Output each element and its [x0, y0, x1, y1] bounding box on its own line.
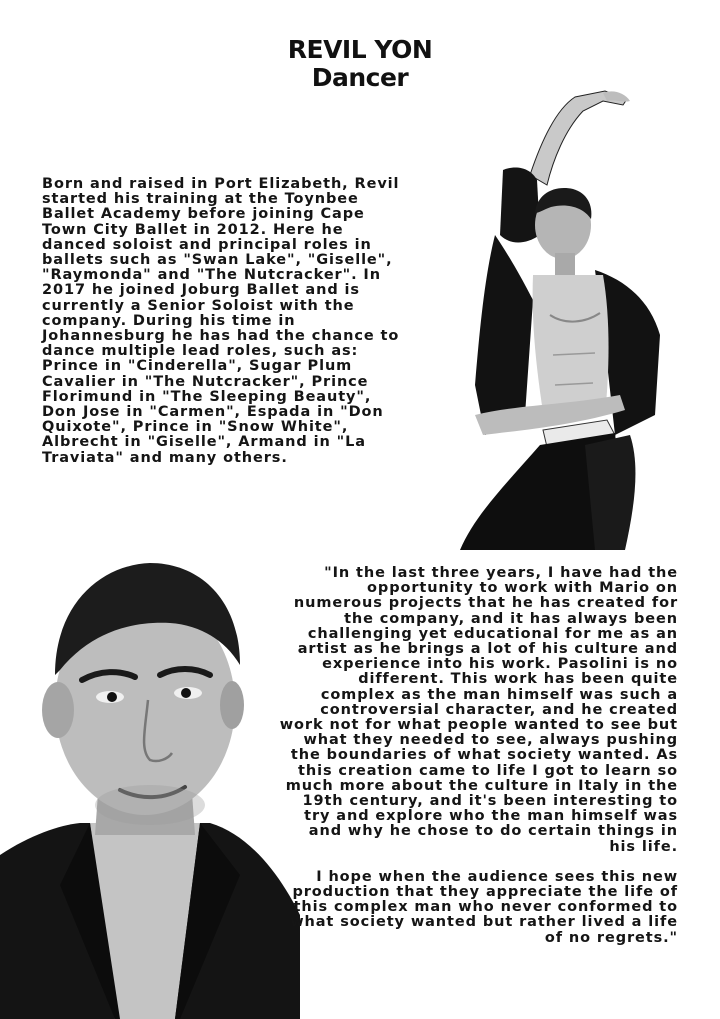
quote-paragraph-2: I hope when the audience sees this new production that they appreciate the life of this complex man who never conformed to what society wanted but rather lived a life of no regrets." [290, 868, 678, 946]
dancer-role: Dancer [311, 63, 409, 92]
dancer-name: REVIL YON [287, 35, 433, 64]
page-header [0, 36, 720, 92]
quote-paragraph-1: "In the last three years, I have had the opportunity to work with Mario on numerous projects that he has created for the company, and it has always been challenging yet educational for me as an artist as he brings a lot of his culture and experience into his work. Pasolini is no different. This work has been quite complex as the man himself was such a controversial character, and he created work not for what people wanted to see but what they needed to see, always pushing the boundaries of what society wanted. As this creation came to life I got to learn so much more about the culture in Italy in the 19th century, and it's been interesting to try and explore who the man himself was and why he chose to do certain things in his life. [279, 565, 678, 855]
biography-text: Born and raised in Port Elizabeth, Revil started his training at the Toynbee Ballet Academy before joining Cape Town City Ballet in 2012. Here he danced soloist and principal roles in ballets such as "Swan Lake", "Giselle", "Raymonda" and "The Nutcracker". In 2017 he joined Joburg Ballet and is currently a Senior Soloist with the company. During his time in Johannesburg he has had the chance to dance multiple lead roles, such as: Prince in "Cinderella", Sugar Plum Cavalier in "The Nutcracker", Prince Florimund in "The Sleeping Beauty", Don Jose in "Carmen", Espada in "Don Quixote", Prince in "Snow White", Albrecht in "Giselle", Armand in "La Traviata" and many others. [42, 176, 400, 466]
dancer-portrait-photo [0, 555, 300, 1019]
dancer-pose-photo [455, 85, 667, 550]
dancer-quote [278, 566, 678, 946]
